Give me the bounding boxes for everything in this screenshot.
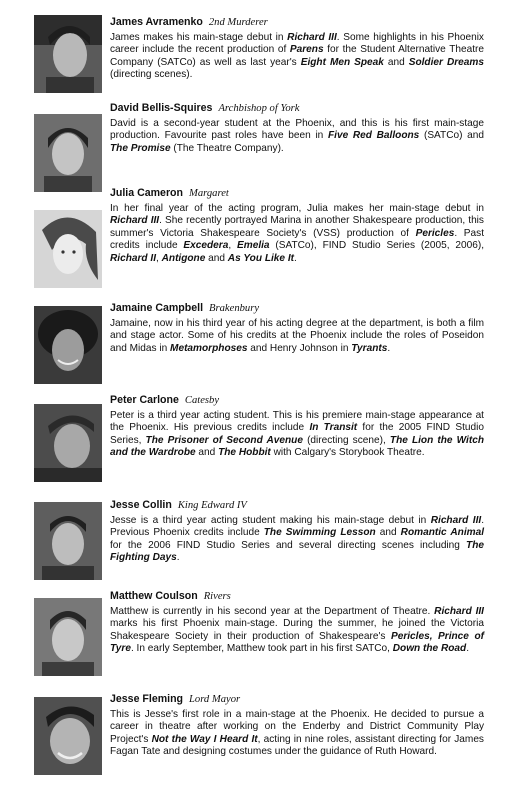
character-role: Catesby xyxy=(184,395,220,406)
bio-text: (SATCo), FIND Studio Series (2005, 2006), xyxy=(269,240,484,252)
production-title: Pericles xyxy=(415,227,455,239)
actor-bio xyxy=(110,318,484,355)
bio-text: marks his first Phoenix main-stage. During the summer, he joined the Victoria Shakespeare Society in their production of Shakespeare's xyxy=(110,618,484,642)
bio-text: , acting in nine roles, assistant directing for James Fagan Tate and designing costumes under the guidance of Ruth Howard. xyxy=(110,733,484,758)
headshot-photo xyxy=(34,15,102,93)
bio-text: and xyxy=(375,527,401,539)
bio-text: Peter is a third year acting student. This is his premiere main-stage appearance at the Phoenix. His previous credits include xyxy=(110,410,484,434)
actor-bio xyxy=(110,709,484,759)
production-title: Richard III xyxy=(110,215,160,227)
bio-text: and xyxy=(195,447,219,459)
actor-name: Jesse Collin xyxy=(110,499,172,511)
cast-heading xyxy=(110,16,484,29)
cast-heading xyxy=(110,499,484,512)
bio-text: David is a second-year student at the Phoenix, and this is his first main-stage production. Favourite past roles have been in xyxy=(110,118,484,142)
actor-bio xyxy=(110,606,484,656)
production-title: Emelia xyxy=(237,240,270,252)
production-title: Antigone xyxy=(161,252,206,264)
production-title: Metamorphoses xyxy=(170,342,248,354)
bio-text: Matthew is currently in his second year at the Department of Theatre. xyxy=(110,606,435,617)
bio-text: . In early September, Matthew took part in his first SATCo, xyxy=(130,643,393,655)
actor-name: Jesse Fleming xyxy=(110,693,184,705)
headshot-photo xyxy=(34,404,102,482)
bio-text: Jamaine, now in his third year of his acting degree at the department, is both a film and stage actor. Some of his credits at the Phoenix include the roles of Poseidon and Midas in xyxy=(110,318,484,354)
character-role: Margaret xyxy=(189,188,229,199)
bio-text: . She recently portrayed Marina in another Shakespeare production, this summer's Victoria Shakespeare Society's (VSS) production of xyxy=(110,215,484,239)
headshot-photo xyxy=(34,114,102,192)
headshot-photo xyxy=(34,306,102,384)
bio-text: This is Jesse's first role in a main-stage at the Phoenix. He decided to pursue a career in theatre after working on the Enderby and District Community Play Project's xyxy=(110,709,484,745)
cast-heading xyxy=(110,302,484,315)
headshot-photo xyxy=(34,502,102,580)
character-role: Archbishop of York xyxy=(218,103,300,114)
production-title: Eight Men Speak xyxy=(300,56,384,68)
cast-heading xyxy=(110,590,484,603)
production-title: Richard III xyxy=(287,32,337,43)
character-role: King Edward IV xyxy=(177,500,247,511)
bio-text: . xyxy=(293,252,297,264)
production-title: Richard III xyxy=(430,515,482,526)
actor-name: Peter Carlone xyxy=(110,394,179,406)
bio-text: (directing scene), xyxy=(302,434,390,446)
bio-text: . xyxy=(387,342,391,354)
actor-name: David Bellis-Squires xyxy=(110,102,213,114)
bio-text: (directing scenes). xyxy=(110,69,193,81)
headshot-photo xyxy=(34,697,102,775)
actor-name: Julia Cameron xyxy=(110,187,184,199)
actor-bio xyxy=(110,515,484,565)
production-title: The Swimming Lesson xyxy=(263,527,376,539)
production-title: In Transit xyxy=(309,422,358,434)
character-role: 2nd Murderer xyxy=(208,17,268,28)
cast-heading xyxy=(110,102,484,115)
cast-heading xyxy=(110,693,484,706)
character-role: Rivers xyxy=(203,591,231,602)
bio-text: . Previous Phoenix credits include xyxy=(110,515,484,539)
actor-name: James Avramenko xyxy=(110,16,203,28)
production-title: Excedera xyxy=(183,240,229,252)
production-title: The Hobbit xyxy=(218,447,271,459)
bio-text: and xyxy=(383,56,409,68)
bio-text: Jesse is a third year acting student making his main-stage debut in xyxy=(110,515,431,526)
production-title: The Fighting Days xyxy=(110,539,484,564)
bio-text: . Past credits include xyxy=(110,227,484,252)
production-title: The Prisoner of Second Avenue xyxy=(145,434,303,446)
production-title: Romantic Animal xyxy=(400,527,485,539)
bio-text: . xyxy=(176,552,180,564)
production-title: Richard III xyxy=(434,606,484,617)
bio-text: , xyxy=(228,240,237,252)
actor-bio xyxy=(110,203,484,265)
actor-name: Matthew Coulson xyxy=(110,590,198,602)
actor-bio xyxy=(110,118,484,155)
cast-heading xyxy=(110,394,484,407)
bio-text: James makes his main-stage debut in xyxy=(110,32,288,43)
production-title: Soldier Dreams xyxy=(408,56,484,68)
bio-text: for the Student Alternative Theatre Company (SATCo) as well as last year's xyxy=(110,44,484,68)
production-title: Down the Road xyxy=(392,643,467,655)
headshot-photo xyxy=(34,598,102,676)
production-title: Parens xyxy=(289,44,324,56)
bio-text: , xyxy=(156,252,162,264)
production-title: Richard II xyxy=(110,252,156,264)
production-title: The Lion the Witch and the Wardrobe xyxy=(110,434,485,459)
actor-name: Jamaine Campbell xyxy=(110,302,204,314)
bio-text: and xyxy=(205,252,228,264)
actor-bio xyxy=(110,410,484,460)
bio-text: and Henry Johnson in xyxy=(247,342,352,354)
production-title: Pericles, Prince of Tyre xyxy=(110,630,484,655)
bio-text: for the 2006 FIND Studio Series and several directing scenes including xyxy=(110,539,467,551)
bio-text: . Some highlights in his Phoenix career include the recent production of xyxy=(110,32,484,56)
cast-heading xyxy=(110,187,484,200)
bio-text: with Calgary's Storybook Theatre. xyxy=(270,447,425,459)
production-title: The Promise xyxy=(110,142,171,154)
production-title: As You Like It xyxy=(227,252,294,264)
character-role: Lord Mayor xyxy=(189,694,241,705)
actor-bio xyxy=(110,32,484,82)
production-title: Not the Way I Heard It xyxy=(151,733,258,745)
headshot-photo xyxy=(34,210,102,288)
bio-text: for the 2005 FIND Studio Series, xyxy=(110,422,484,446)
bio-text: (SATCo) and xyxy=(419,130,484,142)
bio-text: In her final year of the acting program, Julia makes her main-stage debut in xyxy=(110,203,484,214)
bio-text: . xyxy=(466,643,470,655)
production-title: Five Red Balloons xyxy=(328,130,420,142)
production-title: Tyrants xyxy=(351,342,388,354)
bio-text: (The Theatre Company). xyxy=(170,142,284,154)
character-role: Brakenbury xyxy=(209,303,260,314)
